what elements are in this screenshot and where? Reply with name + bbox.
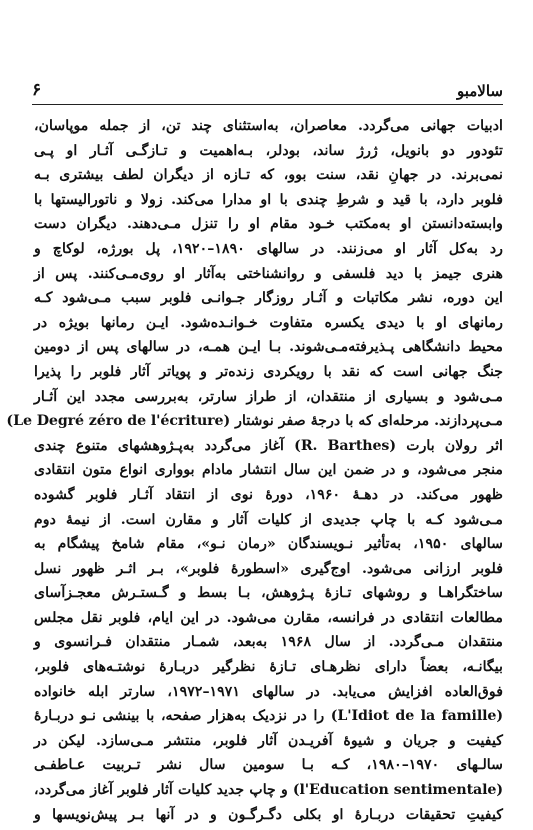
running-title: سالامبو: [456, 82, 503, 100]
text-line: مـی‌پردازند. مرحله‌ای که با درجهٔ صفر نوشتار (Le Degré zéro de l'écriture): [6, 413, 503, 430]
text-line: محیط دانشگاهی پـذیرفته‌مـی‌شوند. بـا ایـن همـه، در سالهای پس از دومین: [34, 339, 503, 356]
text-line: سالهای ۱۹۵۰، به‌تأثیر نـویسندگان «رمان نـو»، مقام شامخ پیشگام به: [34, 536, 503, 553]
text-line: هنری جیمز با دید فلسفی و روانشناختی به‌آثار او روی‌مـی‌کنند. پس از: [34, 265, 503, 282]
text-line: (L'Idiot de la famille) را در نزدیک به‌هزار صفحه، با بینشی نـو دربـارهٔ: [34, 708, 503, 725]
text-line: جنگ جهانی است که نقد با رویکردی زنده‌تر و پویاتر آثار فلوبر را پذیرا: [34, 363, 503, 380]
text-line: اثر رولان بارت (R. Barthes) آغاز می‌گردد به‌پـژوهشهای متنوع چندی: [34, 437, 503, 454]
text-line: فلوبر ارزانی می‌شود. اوج‌گیری «اسطورهٔ فلوبر»، بـر اثـر ظهور نسل: [34, 560, 503, 577]
text-line: بیگانـه، بعضاً دارای نظرهـای تـازهٔ نظرگیر دربـارهٔ نوشتـه‌های فلوبر،: [34, 659, 503, 676]
header-rule: [32, 104, 503, 105]
text-line: فلوبر دارد، با قید و شرطِ چندی با او مدارا می‌کند. زولا و ناتورالیستها با: [34, 191, 503, 208]
running-header: [32, 82, 503, 104]
text-line: کیفیت و جریان و شیوهٔ آفریـدن آثار فلوبر، منتشر مـی‌سازد. لیکن در: [34, 732, 503, 749]
text-line: مطالعات انتقادی در فرانسه، مقارن می‌شود. در این ایام، فلوبر نقل مجلس: [34, 609, 503, 626]
text-line: رد به‌کل آثار او می‌زنند. در سالهای ۱۸۹۰–۱۹۲۰، پل بورژه، لوکاچ و: [34, 240, 503, 257]
text-line: وابسته‌دانستن او به‌مکتب خـود مقام او را تنزل مـی‌دهند. دیگران دست: [34, 216, 503, 233]
text-line: تئودور دو بانویل، ژرژ ساند، بودلر، بـه‌اهمیت و تـازگـی آثـار او پـی: [34, 142, 503, 159]
text-line: مـی‌شود و بسیاری از منتقدان، از طراز سارتر، به‌بررسی مجدد این آثـار: [34, 388, 503, 405]
text-line: منتقدان مـی‌گردد. از سال ۱۹۶۸ به‌بعد، شمـار منتقدان فـرانسوی و: [34, 634, 503, 651]
text-line: سالـهای ۱۹۷۰–۱۹۸۰، کـه بـا سومین سال نشر تـربیت عـاطفـی: [34, 757, 503, 774]
text-line: فوق‌العاده افزایش می‌یابد. در سالهای ۱۹۷۱–۱۹۷۲، سارتر ابله خانواده: [34, 683, 503, 700]
text-line: کیفیتِ تحقیقات دربـارهٔ او بکلی دگـرگـون و در آنها بـر پیش‌نویسها و: [34, 806, 503, 823]
text-line: رمانهای او با دیدی یکسره متفاوت خـوانـده‌شود. ایـن رمانها بویژه در: [34, 314, 503, 331]
page-number: ۶: [32, 80, 42, 100]
text-line: منجر می‌شود، و در ضمن این سال انتشار مادام بوواری انواع متون انتقادی: [34, 462, 503, 479]
body-text: [6, 114, 503, 827]
text-line: ادبیات جهانی می‌گردد. معاصران، به‌استثنای چند تن، از جمله موپاسان،: [34, 118, 503, 134]
text-line: این دوره، نشر مکاتبات و آثـار روزگار جـوانـی فلوبر سبب مـی‌شود کـه: [34, 290, 503, 307]
text-line: (l'Education sentimentale) و چاپ جدید کلیات آثار فلوبر آغاز می‌گردد،: [34, 782, 503, 799]
text-line: مـی‌شود کـه با چاپ جدیدی از کلیات آثار و مقارن است. از نیمهٔ دوم: [34, 511, 503, 528]
text-line: ساختگراهـا و روشهای تـازهٔ پـژوهش، بـا بسط و گـستـرش معجـزآسای: [34, 585, 503, 602]
text-line: نمی‌برند. در جهانِ نقد، سنت بوو، که تـازه از دیگران لطف بیشتری بـه: [34, 167, 503, 184]
text-line: ظهور می‌کند. در دهـهٔ ۱۹۶۰، دورهٔ نوی از انتقاد آثـار فلوبر گشوده: [34, 486, 503, 503]
